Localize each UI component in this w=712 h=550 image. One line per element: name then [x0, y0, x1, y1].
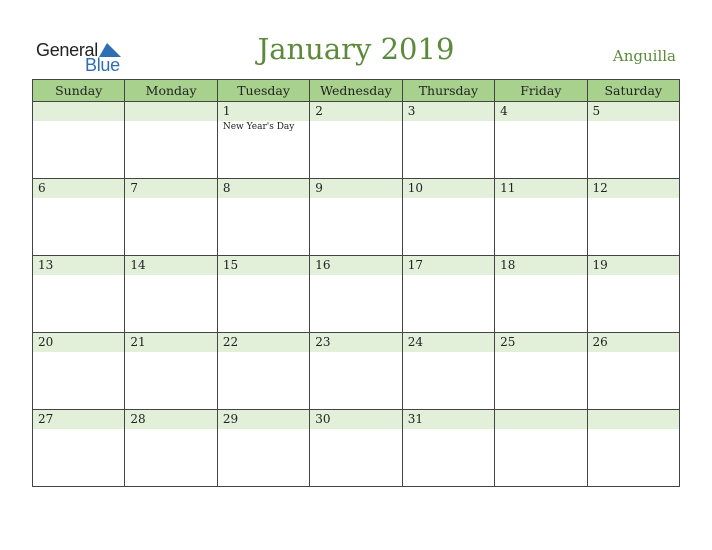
- day-cell: [402, 256, 494, 333]
- day-number: 26: [588, 333, 679, 352]
- day-number: 5: [588, 102, 679, 121]
- day-cell: [217, 256, 309, 333]
- day-cell: [310, 102, 402, 179]
- holiday-label: New Year's Day: [222, 122, 295, 132]
- day-number: 3: [403, 102, 494, 121]
- weekday-header-row: [33, 80, 680, 102]
- day-number: [125, 102, 216, 121]
- day-cell: [33, 102, 125, 179]
- weekday-header: Monday: [125, 80, 217, 102]
- day-cell: [33, 333, 125, 410]
- logo-text-general: General: [36, 40, 98, 60]
- logo-text-blue: Blue: [85, 55, 120, 75]
- day-number: 13: [33, 256, 124, 275]
- day-number: 15: [218, 256, 309, 275]
- day-cell: [310, 333, 402, 410]
- day-cell: [125, 333, 217, 410]
- region-label: Anguilla: [612, 47, 676, 65]
- day-number: 27: [33, 410, 124, 429]
- day-number: 20: [33, 333, 124, 352]
- weekday-header: Friday: [495, 80, 587, 102]
- day-number: 24: [403, 333, 494, 352]
- day-cell: [125, 410, 217, 487]
- day-cell: [587, 333, 679, 410]
- day-cell: [33, 179, 125, 256]
- day-cell: [587, 179, 679, 256]
- day-number: [33, 102, 124, 121]
- day-number: 16: [310, 256, 401, 275]
- week-row: [33, 179, 680, 256]
- day-cell: [125, 102, 217, 179]
- day-number: 25: [495, 333, 586, 352]
- day-cell: [402, 410, 494, 487]
- week-row: [33, 256, 680, 333]
- weekday-header: Wednesday: [310, 80, 402, 102]
- week-row: [33, 410, 680, 487]
- day-cell: [33, 410, 125, 487]
- day-number: 9: [310, 179, 401, 198]
- day-cell: [310, 410, 402, 487]
- day-cell: [587, 256, 679, 333]
- day-cell: [217, 333, 309, 410]
- day-cell: [125, 256, 217, 333]
- day-number: 21: [125, 333, 216, 352]
- day-number: 10: [403, 179, 494, 198]
- day-number: 7: [125, 179, 216, 198]
- day-cell: [217, 410, 309, 487]
- weekday-header: Tuesday: [217, 80, 309, 102]
- calendar-grid: [32, 79, 680, 487]
- day-number: 12: [588, 179, 679, 198]
- day-number: 4: [495, 102, 586, 121]
- day-number: 18: [495, 256, 586, 275]
- day-cell: [495, 256, 587, 333]
- day-number: 1: [218, 102, 309, 121]
- day-number: 2: [310, 102, 401, 121]
- week-row: [33, 333, 680, 410]
- day-cell: [402, 179, 494, 256]
- day-number: 29: [218, 410, 309, 429]
- day-cell: [495, 410, 587, 487]
- weekday-header: Thursday: [402, 80, 494, 102]
- day-number: 8: [218, 179, 309, 198]
- day-number: 31: [403, 410, 494, 429]
- day-cell: [310, 179, 402, 256]
- week-row: [33, 102, 680, 179]
- day-cell: [587, 410, 679, 487]
- day-cell: [495, 102, 587, 179]
- day-number: 14: [125, 256, 216, 275]
- day-cell: [125, 179, 217, 256]
- day-number: 28: [125, 410, 216, 429]
- day-number: 23: [310, 333, 401, 352]
- day-number: [495, 410, 586, 429]
- day-number: 11: [495, 179, 586, 198]
- day-cell: [495, 333, 587, 410]
- day-cell: [402, 333, 494, 410]
- weekday-header: Saturday: [587, 80, 679, 102]
- day-cell: [217, 179, 309, 256]
- day-number: 6: [33, 179, 124, 198]
- weekday-header: Sunday: [33, 80, 125, 102]
- day-number: 30: [310, 410, 401, 429]
- day-cell: [217, 102, 309, 179]
- day-number: 17: [403, 256, 494, 275]
- day-number: 22: [218, 333, 309, 352]
- page-title: January 2019: [257, 32, 455, 66]
- day-number: [588, 410, 679, 429]
- day-cell: [402, 102, 494, 179]
- day-cell: [310, 256, 402, 333]
- day-cell: [495, 179, 587, 256]
- day-cell: [33, 256, 125, 333]
- day-number: 19: [588, 256, 679, 275]
- day-cell: [587, 102, 679, 179]
